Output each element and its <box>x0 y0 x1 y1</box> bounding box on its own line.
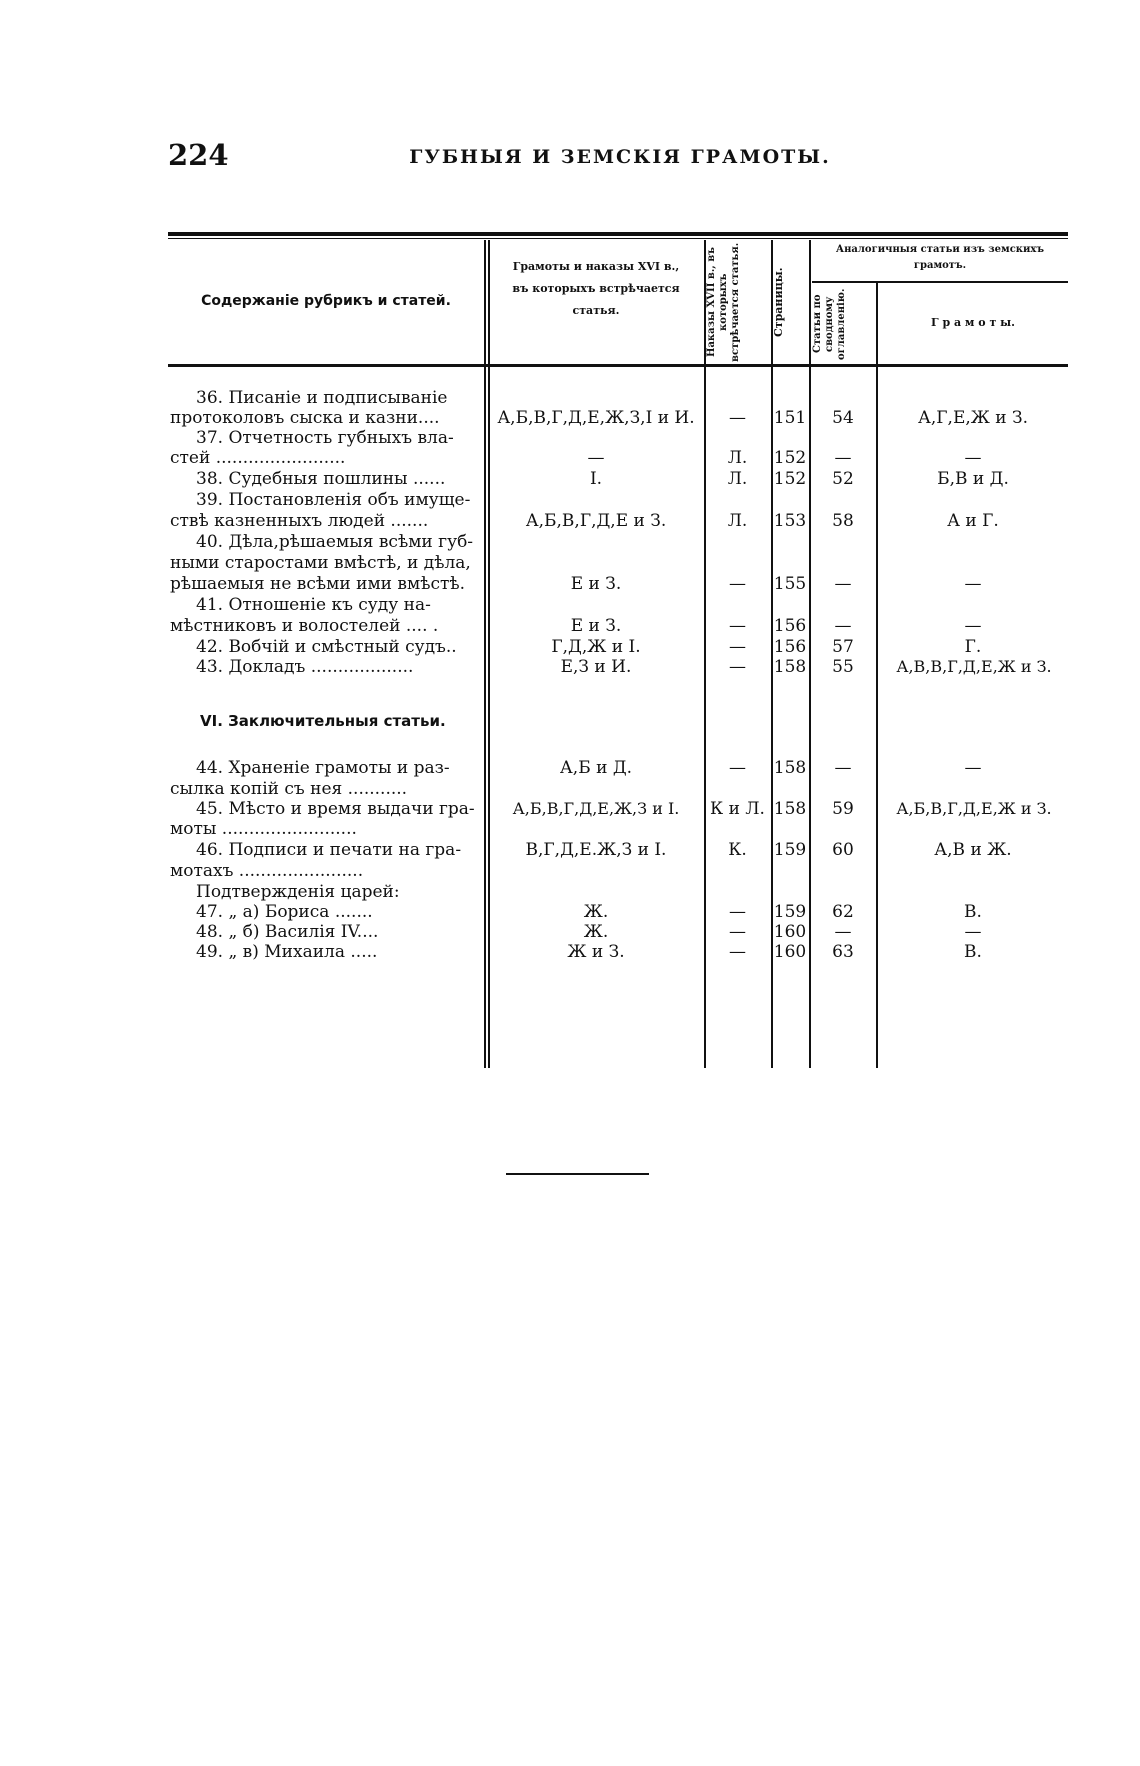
row-text-line: 47. „ а) Бориса ....... <box>196 902 373 922</box>
row-nakazy: — <box>729 922 746 942</box>
row-gramoty: І. <box>589 469 603 489</box>
row-page: 152 <box>773 469 807 489</box>
row-nakazy: К и Л. <box>710 799 765 819</box>
header-articles-by-summary: Статьи по сводному оглавленію. <box>812 288 847 360</box>
row-article: — <box>834 574 852 594</box>
row-page: 156 <box>773 637 807 657</box>
row-nakazy: — <box>729 408 746 428</box>
header-gramoty-16-line2: въ которыхъ встрѣчается <box>512 282 680 295</box>
row-article: 63 <box>832 942 854 962</box>
row-nakazy: — <box>729 574 746 594</box>
section-heading: VI. Заключительныя статьи. <box>200 712 446 730</box>
row-zemskie: — <box>964 616 982 636</box>
row-zemskie: — <box>964 448 982 468</box>
row-nakazy: Л. <box>727 511 748 531</box>
page-number: 224 <box>168 138 229 172</box>
row-text-line: 38. Судебныя пошлины ...... <box>196 469 446 489</box>
row-article: 60 <box>832 840 854 860</box>
table-top-rule-thin <box>168 238 1068 239</box>
row-article: 54 <box>832 408 854 428</box>
row-nakazy: К. <box>728 840 747 860</box>
header-gramoty-16 <box>490 256 702 322</box>
row-gramoty: В,Г,Д,Е.Ж,З и І. <box>525 840 667 860</box>
row-article: 62 <box>832 902 854 922</box>
header-pages: Страницы. <box>772 267 785 337</box>
row-gramoty: Е и З. <box>570 616 622 636</box>
row-text-line: 41. Отношеніе къ суду на- <box>196 595 431 615</box>
header-analogous: Аналогичныя статьи изъ земскихъ грамотъ. <box>835 244 1045 271</box>
row-text-line: ными старостами вмѣстѣ, и дѣла, <box>170 553 471 573</box>
row-page: 159 <box>773 840 807 860</box>
row-text-line: 45. Мѣсто и время выдачи гра- <box>196 799 475 819</box>
row-article: — <box>834 448 852 468</box>
row-page: 152 <box>773 448 807 468</box>
row-text-line: сылка копій съ нея ........... <box>170 779 408 799</box>
row-nakazy: — <box>729 942 746 962</box>
row-gramoty: Е,З и И. <box>560 657 632 677</box>
analog-subrule <box>812 281 1068 283</box>
row-zemskie: Б,В и Д. <box>937 469 1009 489</box>
header-contents: Содержаніе рубрикъ и статей. <box>201 293 451 309</box>
row-text-line: 43. Докладъ ................... <box>196 657 414 677</box>
row-nakazy: — <box>729 616 746 636</box>
row-text-line: протоколовъ сыска и казни.... <box>170 408 440 428</box>
end-rule <box>506 1173 649 1175</box>
row-text-line: 37. Отчетность губныхъ вла- <box>196 428 454 448</box>
row-nakazy: Л. <box>727 469 748 489</box>
row-zemskie: Г. <box>964 637 982 657</box>
row-zemskie: В. <box>964 942 982 962</box>
row-text-line: 36. Писаніе и подписываніе <box>196 388 448 408</box>
row-gramoty: А,Б,В,Г,Д,Е,Ж,З и І. <box>512 799 680 818</box>
header-gramoty-16-line1: Грамоты и наказы XVI в., <box>512 260 680 273</box>
row-zemskie: — <box>964 574 982 594</box>
row-gramoty: Е и З. <box>570 574 622 594</box>
row-page: 156 <box>773 616 807 636</box>
row-gramoty: А,Б,В,Г,Д,Е и З. <box>525 511 667 531</box>
running-head: ГУБНЫЯ И ЗЕМСКІЯ ГРАМОТЫ. <box>409 146 831 168</box>
row-article: 59 <box>832 799 854 819</box>
row-zemskie: — <box>964 758 982 778</box>
row-text-line: 44. Храненіе грамоты и раз- <box>196 758 450 778</box>
row-nakazy: — <box>729 902 746 922</box>
header-gramoty-16-line3: статья. <box>572 304 620 317</box>
row-text-line: мотахъ ....................... <box>170 861 364 881</box>
row-text-line: 39. Постановленія объ имуще- <box>196 490 471 510</box>
row-text-line: 46. Подписи и печати на гра- <box>196 840 462 860</box>
row-article: — <box>834 758 852 778</box>
col-divider-4 <box>809 240 811 1068</box>
row-zemskie: А,Г,Е,Ж и З. <box>918 408 1028 428</box>
row-page: 160 <box>773 942 807 962</box>
row-text-line: мѣстниковъ и волостелей .... . <box>170 616 439 636</box>
row-gramoty: Г,Д,Ж и І. <box>551 637 641 657</box>
row-nakazy: — <box>729 637 746 657</box>
header-gramoty: Г р а м о т ы. <box>931 316 1015 329</box>
row-page: 155 <box>773 574 807 594</box>
row-text-line: рѣшаемыя не всѣми ими вмѣстѣ. <box>170 574 466 594</box>
row-page: 158 <box>773 799 807 819</box>
row-gramoty: Ж. <box>583 922 609 942</box>
row-page: 158 <box>773 657 807 677</box>
header-nakazy-17: Наказы XVII в., въ которыхъ встрѣчается статья. <box>706 242 741 362</box>
row-gramoty: А,Б и Д. <box>559 758 633 778</box>
row-article: — <box>834 922 852 942</box>
row-page: 151 <box>773 408 807 428</box>
row-page: 160 <box>773 922 807 942</box>
header-bottom-rule <box>168 364 1068 367</box>
row-zemskie: А,В,В,Г,Д,Е,Ж и З. <box>896 657 1052 676</box>
table-top-rule <box>168 232 1068 236</box>
row-gramoty: Ж. <box>583 902 609 922</box>
row-gramoty: Ж и З. <box>567 942 625 962</box>
row-nakazy: — <box>729 758 746 778</box>
row-nakazy: — <box>729 657 746 677</box>
row-text-line: Подтвержденія царей: <box>196 882 400 902</box>
row-text-line: 40. Дѣла,рѣшаемыя всѣми губ- <box>196 532 474 552</box>
row-gramoty: — <box>587 448 605 468</box>
row-article: 58 <box>832 511 854 531</box>
row-page: 158 <box>773 758 807 778</box>
row-text-line: 49. „ в) Михаила ..... <box>196 942 378 962</box>
row-zemskie: В. <box>964 902 982 922</box>
row-zemskie: А,В и Ж. <box>934 840 1012 860</box>
row-text-line: 42. Вобчій и смѣстный судъ.. <box>196 637 457 657</box>
row-text-line: ствѣ казненныхъ людей ....... <box>170 511 429 531</box>
row-article: 55 <box>832 657 854 677</box>
row-article: 57 <box>832 637 854 657</box>
row-article: — <box>834 616 852 636</box>
row-zemskie: А и Г. <box>947 511 999 531</box>
row-text-line: моты ......................... <box>170 819 357 839</box>
row-page: 159 <box>773 902 807 922</box>
col-divider-1 <box>484 240 486 1068</box>
row-zemskie: А,Б,В,Г,Д,Е,Ж и З. <box>896 799 1052 818</box>
row-page: 153 <box>773 511 807 531</box>
row-article: 52 <box>832 469 854 489</box>
row-text-line: стей ........................ <box>170 448 346 468</box>
row-text-line: 48. „ б) Василія IV.... <box>196 922 379 942</box>
row-zemskie: — <box>964 922 982 942</box>
row-gramoty: А,Б,В,Г,Д,Е,Ж,З,І и И. <box>497 408 695 428</box>
row-nakazy: Л. <box>727 448 748 468</box>
